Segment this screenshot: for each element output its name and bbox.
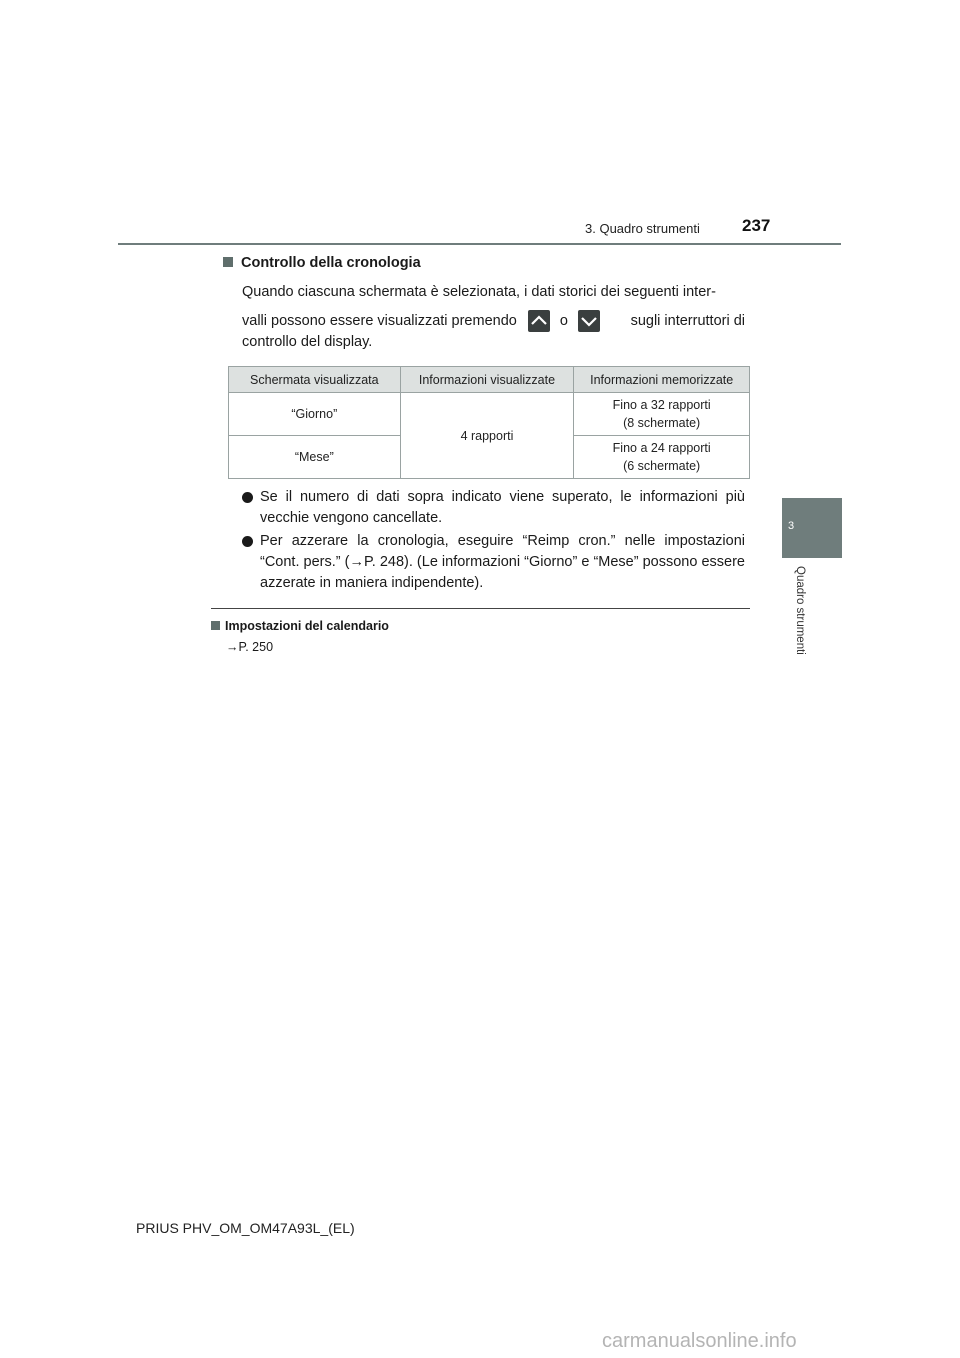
list-item-text: Se il numero di dati sopra indicato viene superato, le informazioni più vecchie vengono cancellate.	[260, 489, 745, 526]
section-heading	[223, 255, 421, 271]
note-divider	[211, 608, 750, 609]
intro-text-a: valli possono essere visualizzati premendo	[242, 313, 517, 329]
cell-stored-giorno	[574, 393, 750, 436]
chevron-up-icon	[528, 310, 550, 332]
chevron-down-icon	[578, 310, 600, 332]
list-item	[242, 487, 745, 529]
list-item	[242, 531, 745, 594]
note-heading-text: Impostazioni del calendario	[225, 619, 389, 633]
chapter-tab-number: 3	[787, 520, 795, 532]
intro-text-b: sugli interruttori di	[630, 313, 745, 329]
intro-paragraph-line3: controllo del display.	[242, 334, 373, 350]
cell-stored-giorno-line1: Fino a 32 rapporti	[612, 398, 711, 412]
column-header-stored: Informazioni memorizzate	[574, 367, 750, 393]
cell-stored-giorno-line2: (8 schermate)	[623, 416, 701, 430]
round-bullet-icon	[242, 492, 253, 503]
history-table	[228, 366, 750, 479]
running-header-section: 3. Quadro strumenti	[585, 221, 700, 236]
cell-screen-giorno: “Giorno”	[229, 393, 401, 436]
cell-stored-mese-line2: (6 schermate)	[623, 459, 701, 473]
cell-stored-mese-line1: Fino a 24 rapporti	[612, 441, 711, 455]
watermark: carmanualsonline.info	[602, 1330, 797, 1352]
column-header-screen: Schermata visualizzata	[229, 367, 401, 393]
cell-stored-mese	[574, 436, 750, 479]
intro-text-or: o	[559, 313, 568, 329]
list-item-text: Per azzerare la cronologia, eseguire “Reimp cron.” nelle impostazioni “Cont. pers.” (→P. 248). (Le informazioni “Giorno” e “Mese” possono essere azzerate in maniera indipendente).	[260, 533, 745, 591]
cell-screen-mese: “Mese”	[229, 436, 401, 479]
section-heading-text: Controllo della cronologia	[241, 255, 421, 271]
round-bullet-icon	[242, 536, 253, 547]
document-code: PRIUS PHV_OM_OM47A93L_(EL)	[136, 1220, 355, 1236]
cell-shown-shared: 4 rapporti	[400, 393, 574, 479]
column-header-shown: Informazioni visualizzate	[400, 367, 574, 393]
intro-paragraph-line2	[242, 310, 745, 332]
page-number: 237	[742, 216, 771, 235]
note-page-reference: →P. 250	[226, 640, 274, 654]
table-header-row	[229, 367, 750, 393]
header-rule	[118, 243, 841, 245]
table-row	[229, 393, 750, 436]
chapter-tab-label: Quadro strumenti	[794, 566, 806, 655]
square-bullet-icon	[211, 621, 220, 630]
intro-paragraph-line1: Quando ciascuna schermata è selezionata, i dati storici dei seguenti inter-	[242, 284, 716, 300]
square-bullet-icon	[223, 257, 233, 267]
note-heading	[211, 619, 389, 633]
